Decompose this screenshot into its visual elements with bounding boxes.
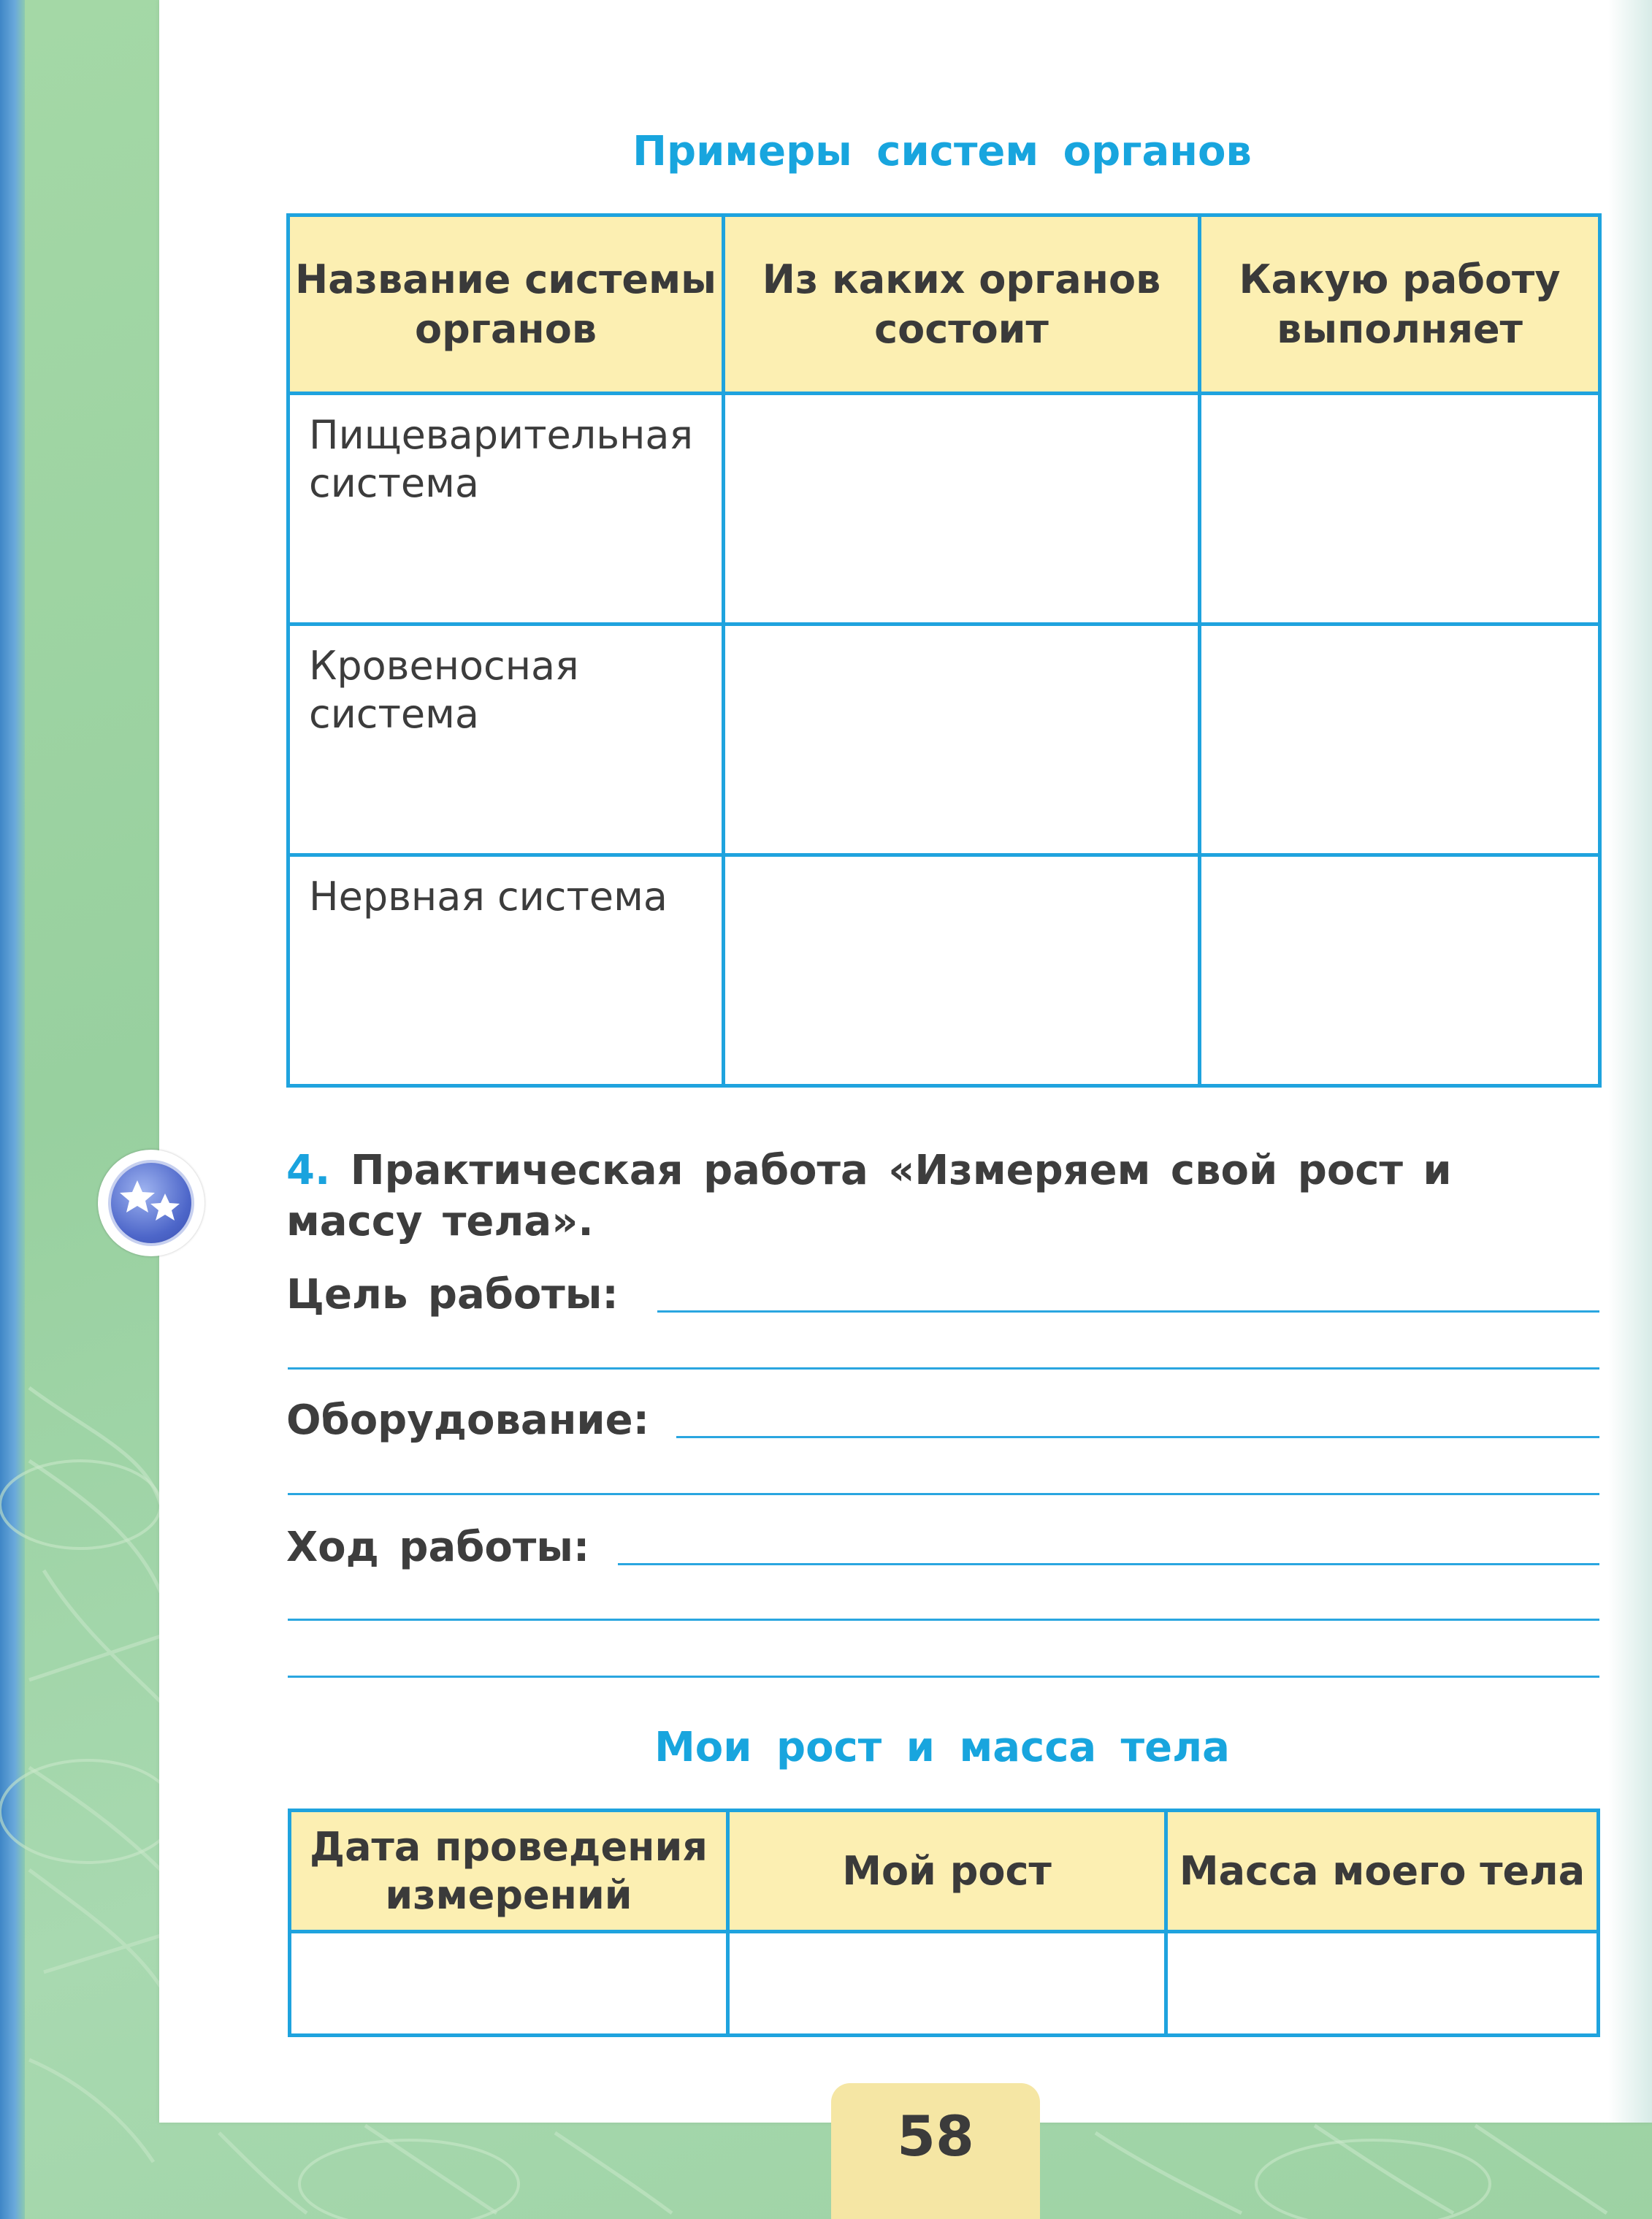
answer-cell-organs[interactable] xyxy=(724,625,1200,855)
header-system-name: Название системы органов xyxy=(288,215,724,394)
task-4 xyxy=(286,1145,1598,1248)
procedure-answer-line[interactable] xyxy=(288,1676,1599,1678)
table2-title: Мои рост и масса тела xyxy=(654,1724,1230,1771)
goal-label: Цель работы: xyxy=(286,1271,619,1318)
task-text: Практическая работа «Измеряем свой рост и массу тела». xyxy=(286,1147,1452,1245)
equipment-label: Оборудование: xyxy=(286,1397,649,1444)
page-number: 58 xyxy=(897,2104,974,2169)
procedure-label: Ход работы: xyxy=(286,1524,590,1571)
answer-cell-height[interactable] xyxy=(728,1932,1166,2036)
stars-icon xyxy=(112,1166,190,1239)
equipment-answer-line[interactable] xyxy=(288,1493,1599,1495)
table-header-row xyxy=(288,215,1600,394)
answer-cell-work[interactable] xyxy=(1200,394,1600,625)
height-mass-table xyxy=(288,1809,1600,2037)
procedure-answer-line[interactable] xyxy=(618,1563,1599,1565)
table-row xyxy=(288,394,1600,625)
answer-cell-work[interactable] xyxy=(1200,855,1600,1086)
table1-title: Примеры систем органов xyxy=(632,128,1252,175)
header-mass: Масса моего тела xyxy=(1166,1811,1599,1932)
answer-cell-date[interactable] xyxy=(290,1932,728,2036)
answer-cell-organs[interactable] xyxy=(724,394,1200,625)
answer-cell-work[interactable] xyxy=(1200,625,1600,855)
procedure-answer-line[interactable] xyxy=(288,1619,1599,1621)
task-number: 4. xyxy=(286,1147,331,1194)
header-work: Какую работу выполняет xyxy=(1200,215,1600,394)
table-row xyxy=(290,1932,1599,2036)
table-header-row xyxy=(290,1811,1599,1932)
equipment-answer-line[interactable] xyxy=(676,1436,1599,1438)
table-row xyxy=(288,855,1600,1086)
goal-answer-line[interactable] xyxy=(288,1367,1599,1370)
row-system-name: Кровеносная система xyxy=(288,625,724,855)
header-height: Мой рост xyxy=(728,1811,1166,1932)
header-date: Дата проведения измерений xyxy=(290,1811,728,1932)
row-system-name: Нервная система xyxy=(288,855,724,1086)
organ-systems-table xyxy=(286,213,1602,1088)
table-row xyxy=(288,625,1600,855)
goal-answer-line[interactable] xyxy=(657,1310,1599,1313)
answer-cell-mass[interactable] xyxy=(1166,1932,1599,2036)
header-organs: Из каких органов состоит xyxy=(724,215,1200,394)
row-system-name: Пищеварительная система xyxy=(288,394,724,625)
two-stars-badge xyxy=(98,1150,204,1256)
answer-cell-organs[interactable] xyxy=(724,855,1200,1086)
